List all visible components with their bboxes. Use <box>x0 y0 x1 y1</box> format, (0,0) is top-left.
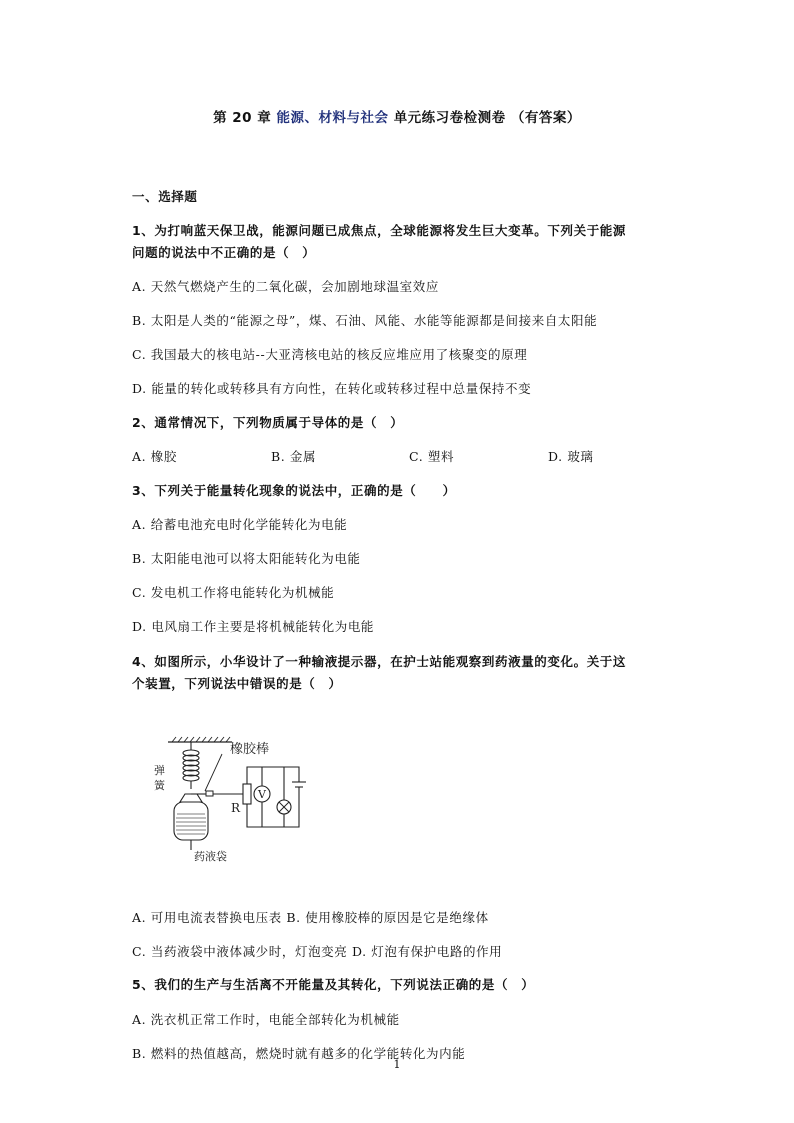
q4-stem-line1: 4、如图所示，小华设计了一种输液提示器，在护士站能观察到药液量的变化。关于这 <box>132 654 626 669</box>
rubber-rod <box>206 791 213 796</box>
title-prefix: 第 20 章 <box>213 110 272 126</box>
bag-label: 药液袋 <box>194 850 227 863</box>
q3-option-a: A. 给蓄电池充电时化学能转化为电能 <box>132 517 348 532</box>
q3-option-c: C. 发电机工作将电能转化为机械能 <box>132 585 335 600</box>
q4-options-ab: A. 可用电流表替换电压表 B. 使用橡胶棒的原因是它是绝缘体 <box>132 910 489 925</box>
title-highlight: 能源、材料与社会 <box>276 110 389 126</box>
q1-option-c: C. 我国最大的核电站--大亚湾核电站的核反应堆应用了核聚变的原理 <box>132 347 528 362</box>
q1-option-b: B. 太阳是人类的“能源之母”，煤、石油、风能、水能等能源都是间接来自太阳能 <box>132 313 598 328</box>
resistor-label: R <box>231 801 241 815</box>
q2-option-b: B. 金属 <box>271 449 317 464</box>
q2-option-d: D. 玻璃 <box>548 449 594 464</box>
q2-stem: 2、通常情况下，下列物质属于导体的是（ ） <box>132 415 404 430</box>
q5-option-b: B. 燃料的热值越高，燃烧时就有越多的化学能转化为内能 <box>132 1046 466 1061</box>
q5-option-a: A. 洗衣机正常工作时，电能全部转化为机械能 <box>132 1012 400 1027</box>
q3-option-b: B. 太阳能电池可以将太阳能转化为电能 <box>132 551 361 566</box>
spring-label-2: 簧 <box>154 779 165 792</box>
spring-coil <box>183 742 199 789</box>
q1-stem-line1: 1、为打响蓝天保卫战，能源问题已成焦点，全球能源将发生巨大变革。下列关于能源 <box>132 223 626 238</box>
resistor-r <box>243 784 251 804</box>
section-heading: 一、选择题 <box>132 189 198 204</box>
voltmeter-label: V <box>258 788 266 801</box>
page-number: 1 <box>393 1058 401 1071</box>
q5-stem: 5、我们的生产与生活离不开能量及其转化，下列说法正确的是（ ） <box>132 977 535 992</box>
q1-stem-line2: 问题的说法中不正确的是（ ） <box>132 245 316 260</box>
title-suffix: 单元练习卷检测卷 （有答案） <box>393 110 581 126</box>
rod-leader-line <box>205 754 222 791</box>
q1-option-a: A. 天然气燃烧产生的二氧化碳，会加剧地球温室效应 <box>132 279 439 294</box>
bag-neck <box>180 794 202 802</box>
q2-option-c: C. 塑料 <box>409 449 455 464</box>
q2-option-a: A. 橡胶 <box>132 449 177 464</box>
spring-label-1: 弹 <box>154 764 165 777</box>
q3-option-d: D. 电风扇工作主要是将机械能转化为电能 <box>132 619 375 634</box>
ceiling-hatch <box>172 737 230 742</box>
q4-stem-line2: 个装置，下列说法中错误的是（ ） <box>132 676 342 691</box>
rubber-rod-label: 橡胶棒 <box>230 742 270 757</box>
q3-stem: 3、下列关于能量转化现象的说法中，正确的是（ ） <box>132 483 456 498</box>
infusion-alarm-circuit-figure <box>150 734 310 869</box>
q1-option-d: D. 能量的转化或转移具有方向性，在转化或转移过程中总量保持不变 <box>132 381 532 396</box>
page-title <box>0 106 794 126</box>
q4-options-cd: C. 当药液袋中液体减少时，灯泡变亮 D. 灯泡有保护电路的作用 <box>132 944 503 959</box>
